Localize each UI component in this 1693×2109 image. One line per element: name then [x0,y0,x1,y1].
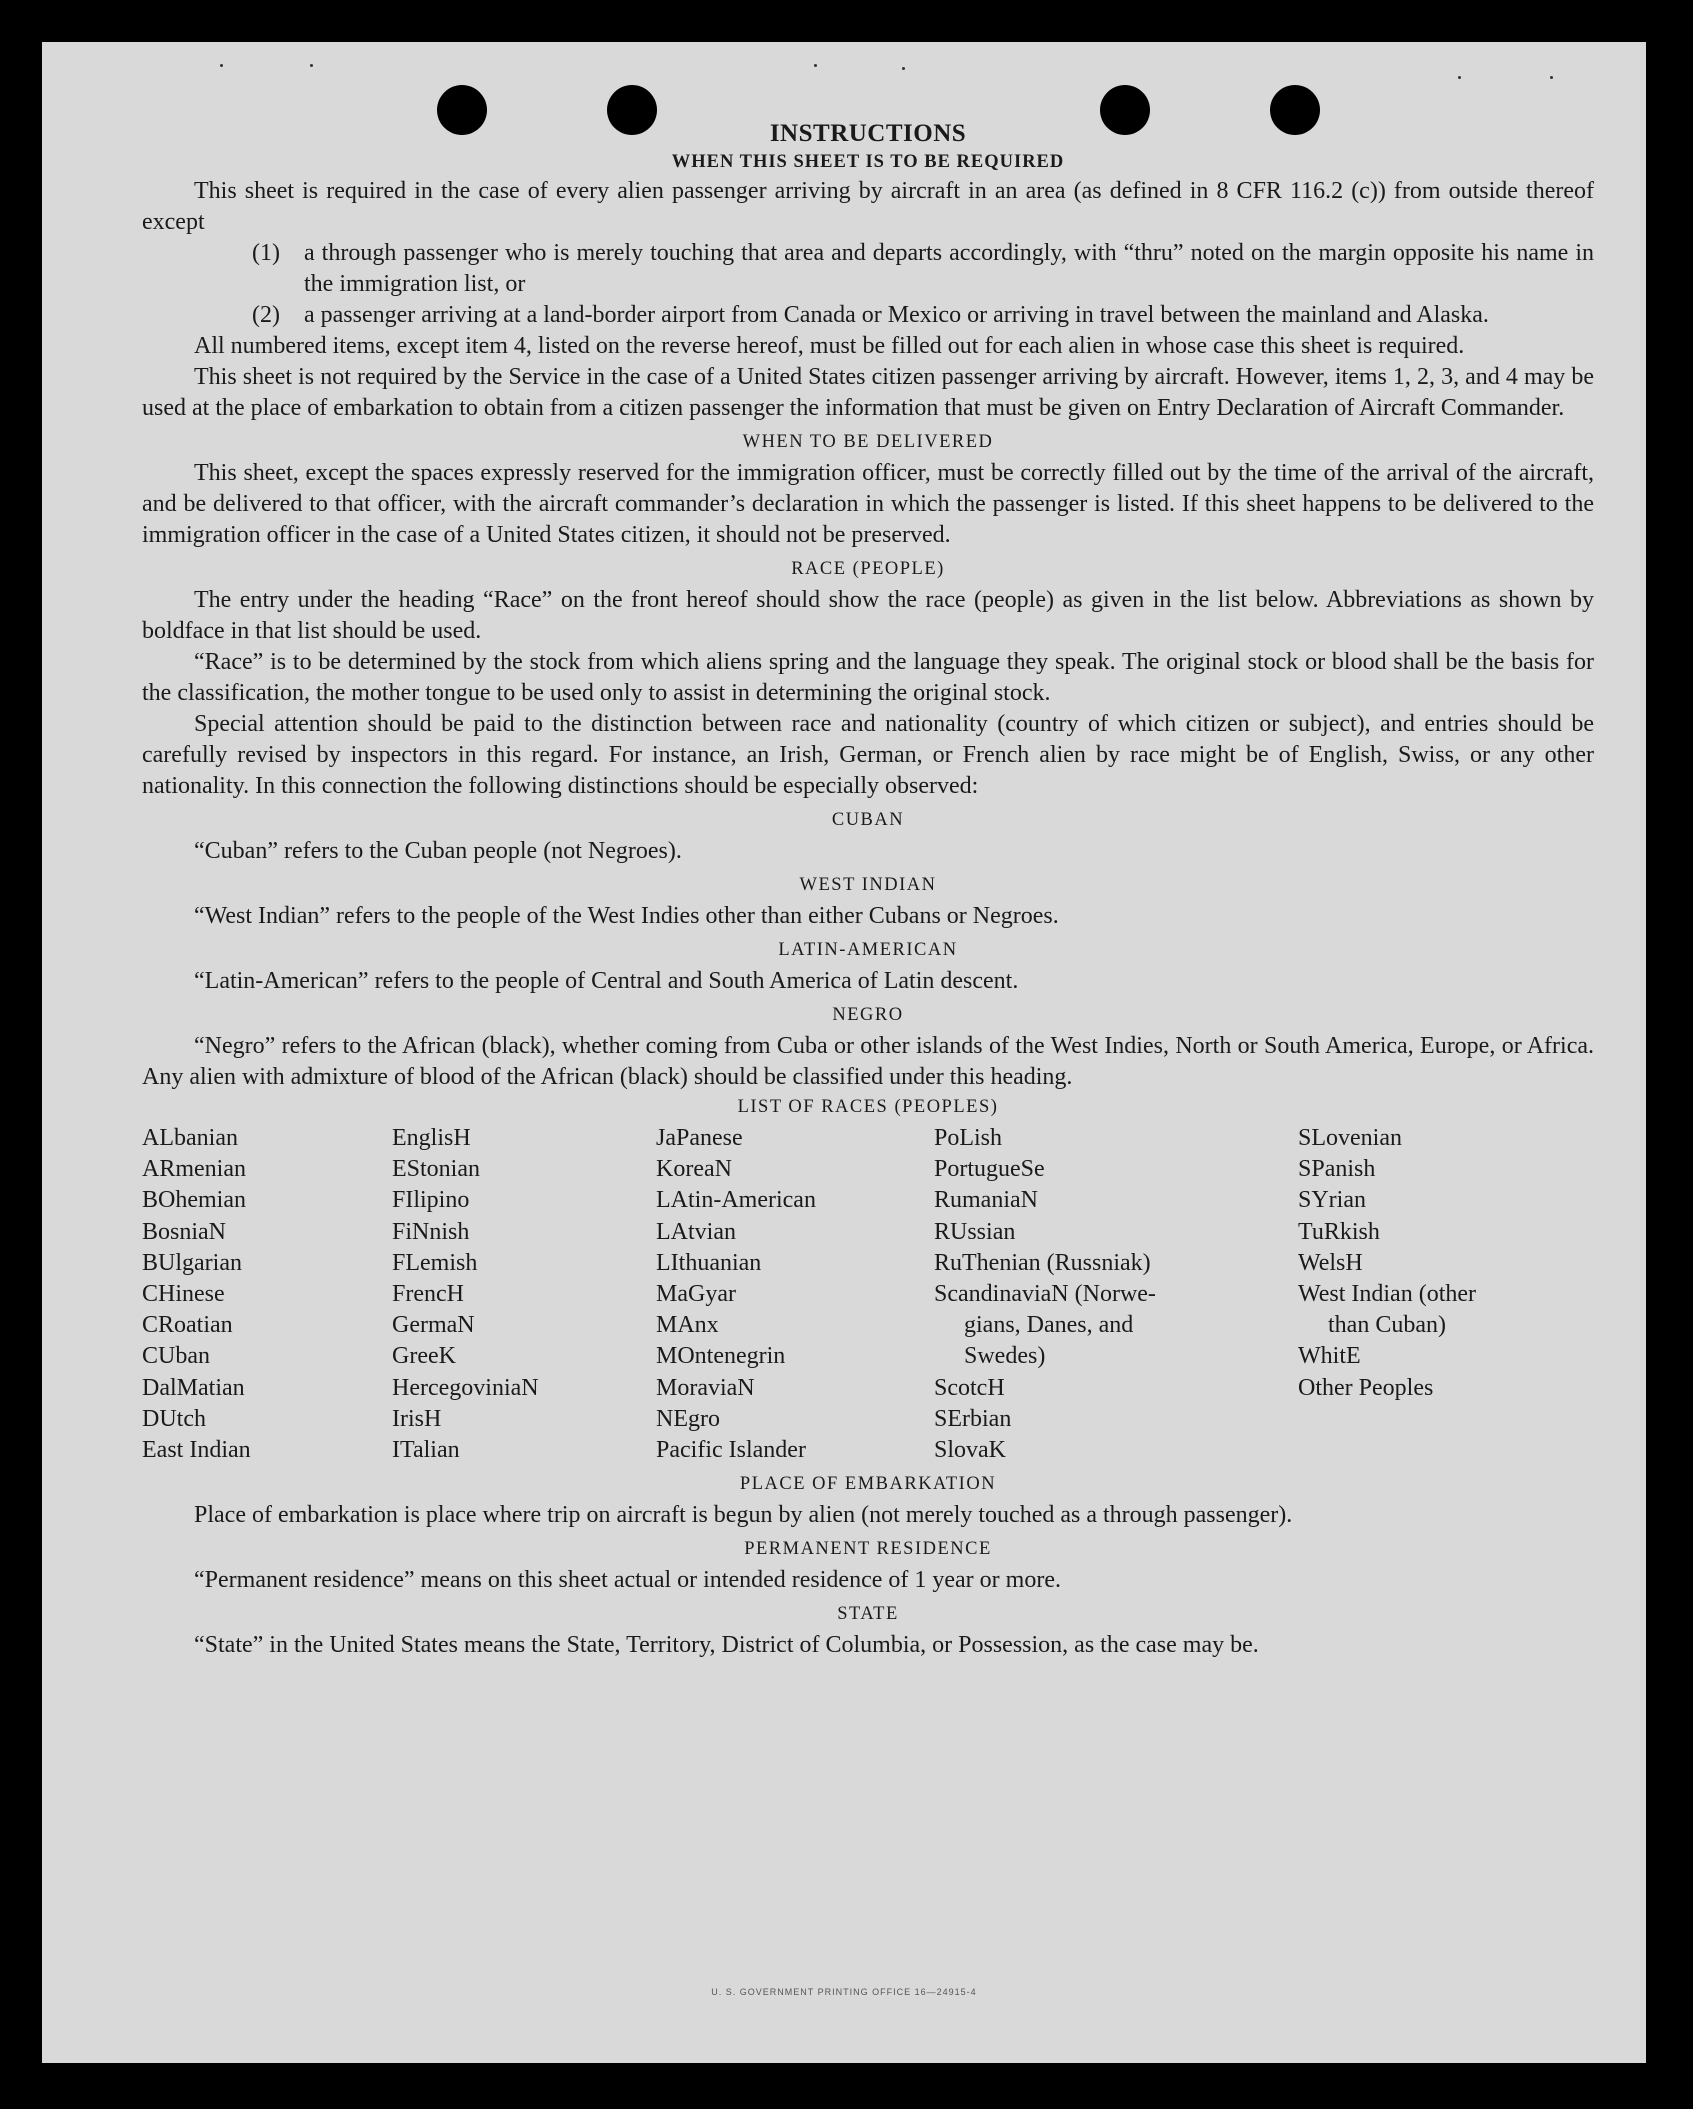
speck [1458,76,1461,79]
item-number: (2) [252,302,280,328]
section-heading: PLACE OF EMBARKATION [739,1474,997,1495]
section-heading: CUBAN [831,810,905,830]
race-entry: HercegoviniaN [392,1374,539,1401]
paragraph: “Cuban” refers to the Cuban people (not Negroes). [194,838,682,864]
item-text: a through passenger who is merely touching that area and departs accordingly, with “thru” noted on the margin opposite his name in the immigration list, or [304,240,1594,297]
race-entry: LAtvian [656,1218,736,1245]
race-entry: EnglisH [392,1125,471,1151]
race-entry: Other Peoples [1298,1374,1434,1401]
race-entry: East Indian [142,1437,251,1464]
paragraph: “Permanent residence” means on this sheet actual or intended residence of 1 year or more. [194,1567,1061,1594]
speck [814,64,817,67]
race-entry: RUssian [934,1218,1016,1245]
race-entry: CRoatian [142,1312,233,1339]
speck [220,64,223,67]
race-entry: SLovenian [1298,1125,1402,1151]
race-entry: MAnx [656,1312,719,1339]
races-column [142,1123,392,1466]
list-item [142,300,1594,331]
paragraph: This sheet is not required by the Service in the case of a United States citizen passenger arriving by aircraft. However, items 1, 2, 3, and 4 may be used at the place of embarkation to obtain from a citizen passenger the information that must be given on Entry Declaration of Aircraft Commander. [142,364,1594,421]
race-entry-continuation: than Cuban) [1328,1312,1446,1339]
race-entry: FrencH [392,1281,464,1308]
section-heading: PERMANENT RESIDENCE [744,1539,992,1560]
section-heading: LIST OF RACES (PEOPLES) [737,1097,999,1117]
race-entry-continuation: gians, Danes, and [964,1312,1134,1339]
race-entry: RumaniaN [934,1187,1038,1214]
race-entry: WhitE [1298,1343,1361,1370]
race-entry: BOhemian [142,1187,246,1214]
section-heading: WHEN TO BE DELIVERED [742,432,994,452]
section-heading: LATIN-AMERICAN [778,940,958,960]
paragraph: The entry under the heading “Race” on the front hereof should show the race (people) as given in the list below. Abbreviations as shown by boldface in that list should be used. [142,587,1594,644]
race-entry: LAtin-American [656,1187,816,1214]
section-heading: WEST INDIAN [799,875,937,895]
race-entry: GreeK [392,1343,456,1370]
race-entry: CUban [142,1343,210,1370]
paragraph: This sheet is required in the case of every alien passenger arriving by aircraft in an area (as defined in 8 CFR 116.2 (c)) from outside thereof except [142,178,1594,235]
race-entry: BosniaN [142,1218,226,1245]
race-entry: EStonian [392,1156,480,1183]
section-heading: WHEN THIS SHEET IS TO BE REQUIRED [671,152,1065,172]
race-entry: ScotcH [934,1374,1005,1401]
paragraph: “Latin-American” refers to the people of Central and South America of Latin descent. [194,968,1019,994]
race-entry: ARmenian [142,1156,246,1183]
race-entry: West Indian (other [1298,1281,1477,1308]
races-column [656,1123,934,1466]
race-entry: JaPanese [656,1125,743,1151]
speck [310,64,313,67]
race-entry: Pacific Islander [656,1437,806,1464]
race-entry: CHinese [142,1281,225,1308]
race-entry: SErbian [934,1405,1012,1432]
item-number: (1) [252,240,280,266]
paragraph: Place of embarkation is place where trip on aircraft is begun by alien (not merely touched as a through passenger). [194,1502,1293,1529]
section-heading: RACE (PEOPLE) [791,559,945,579]
race-entry: NEgro [656,1405,720,1432]
paragraph: This sheet, except the spaces expressly reserved for the immigration officer, must be correctly filled out by the time of the arrival of the aircraft, and be delivered to that officer, with the aircraft commander’s declaration in which the passenger is listed. If this sheet happens to be delivered to the immigration officer in the case of a United States citizen, it should not be preserved. [142,460,1594,548]
race-entry: SYrian [1298,1187,1366,1214]
race-entry: DalMatian [142,1374,245,1401]
race-entry: FLemish [392,1249,478,1276]
document-sheet [42,42,1646,2063]
race-entry: PortugueSe [934,1156,1045,1183]
race-entry: RuThenian (Russniak) [934,1249,1151,1276]
page-title: INSTRUCTIONS [769,120,967,147]
race-entry: MoraviaN [656,1374,755,1401]
paragraph: “Race” is to be determined by the stock from which aliens spring and the language they speak. The original stock or blood shall be the basis for the classification, the mother tongue to be used only to assist in determining the original stock. [142,649,1594,706]
section-heading: STATE [837,1604,899,1625]
item-text: a passenger arriving at a land-border airport from Canada or Mexico or arriving in travel between the mainland and Alaska. [304,302,1489,328]
races-column [1298,1123,1568,1466]
race-entry: MaGyar [656,1281,736,1308]
paragraph: “Negro” refers to the African (black), whether coming from Cuba or other islands of the West Indies, North or South America, Europe, or Africa. Any alien with admixture of blood of the African (black) should be classified under this heading. [142,1033,1594,1090]
race-entry: GermaN [392,1312,475,1339]
races-column [392,1123,656,1466]
list-item [142,238,1594,300]
race-entry: ScandinaviaN (Norwe- [934,1281,1156,1308]
race-entry: FiNnish [392,1218,470,1245]
race-entry: PoLish [934,1125,1003,1151]
race-entry: BUlgarian [142,1249,242,1276]
race-entry: MOntenegrin [656,1343,786,1370]
race-entry: SPanish [1298,1156,1376,1183]
race-entry: SlovaK [934,1437,1006,1464]
race-entry: WelsH [1298,1249,1363,1276]
instructions-content [142,120,1594,1661]
race-entry: ALbanian [142,1125,238,1151]
race-entry: TuRkish [1298,1218,1380,1245]
speck [902,67,905,70]
printer-imprint: U. S. GOVERNMENT PRINTING OFFICE 16—24915-4 [711,1987,977,1997]
race-entry: KoreaN [656,1156,732,1183]
paragraph: “West Indian” refers to the people of the West Indies other than either Cubans or Negroes. [194,903,1059,929]
races-list [142,1123,1594,1466]
speck [1550,76,1553,79]
race-entry: FIlipino [392,1187,470,1214]
paragraph: Special attention should be paid to the distinction between race and nationality (country of which citizen or subject), and entries should be carefully revised by inspectors in this regard. For instance, an Irish, German, or French alien by race might be of English, Swiss, or any other nationality. In this connection the following distinctions should be especially observed: [142,711,1594,799]
race-entry-continuation: Swedes) [964,1343,1046,1370]
race-entry: IrisH [392,1405,442,1432]
race-entry: LIthuanian [656,1249,762,1276]
paragraph: All numbered items, except item 4, listed on the reverse hereof, must be filled out for each alien in whose case this sheet is required. [194,333,1465,359]
race-entry: ITalian [392,1437,460,1464]
paragraph: “State” in the United States means the State, Territory, District of Columbia, or Possession, as the case may be. [194,1632,1259,1659]
section-heading: NEGRO [832,1005,904,1025]
race-entry: DUtch [142,1405,206,1432]
races-column [934,1123,1298,1466]
